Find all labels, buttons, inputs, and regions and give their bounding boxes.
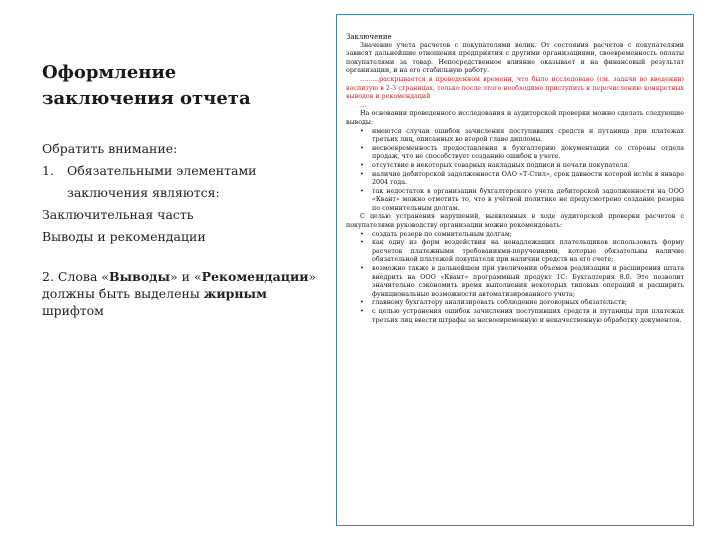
item2-bold-rekomendacii: Рекомендации <box>201 269 309 284</box>
list-item-1-number: 1. <box>42 163 54 178</box>
recommendation-item <box>346 299 684 308</box>
bullet-icon: • <box>360 161 364 169</box>
bullet-icon: • <box>360 144 364 152</box>
recommendation-text: главному бухгалтеру анализировать соблюдение договорных обязательств; <box>372 299 627 307</box>
slide-title <box>42 60 327 112</box>
conclusion-text: отсутствие в некоторых товарных накладных подписи и печати покупателя. <box>372 161 630 169</box>
conclusion-item <box>346 145 684 162</box>
bullet-icon: • <box>360 170 364 178</box>
note-heading: Обратить внимание: <box>42 141 178 156</box>
list-item-1-text-a: Обязательными элементами <box>67 163 257 178</box>
conclusion-item <box>346 162 684 171</box>
conclusion-item <box>346 171 684 188</box>
document-paragraph-3: С целью устранения нарушений, выявленных в ходе аудиторской проверки расчетов с покупателями руководству организации можно рекомендовать: <box>346 213 684 230</box>
recommendation-item <box>346 231 684 240</box>
conclusion-item <box>346 128 684 145</box>
document-heading: Заключение <box>346 33 392 41</box>
conclusion-text: наличие дебиторской задолженности ОАО «Т-Стил», срок давности которой истёк в январе 2004 года. <box>372 170 684 187</box>
item2-bold-zhirnym: жирным <box>203 286 267 301</box>
slide-title-line2: заключения отчета <box>42 88 251 109</box>
required-element-1: Заключительная часть <box>42 207 194 222</box>
item2-prefix: 2. Слова « <box>42 269 110 284</box>
requirements-list <box>42 138 327 248</box>
bullet-icon: • <box>360 127 364 135</box>
conclusion-text: несвоевременность предоставления в бухгалтерию документации со стороны отдела продаж, что не способствует созданию ошибок в учете. <box>372 144 684 161</box>
item2-mid2: » должны быть выделены <box>42 269 317 301</box>
bullet-icon: • <box>360 299 364 307</box>
slide-left-panel <box>42 60 327 319</box>
conclusion-item <box>346 188 684 214</box>
document-paragraph-1: Значение учета расчетов с покупателями велик. От состояния расчетов с покупателями зависят дальнейшие отношения предприятия с другими организациями, своевременность оплаты покупателями за товар. Непосредственное влияние оказывает и на финансовый результат организации, и на его стабильную работу. <box>346 41 684 75</box>
bullet-icon: • <box>360 265 364 273</box>
list-item-2 <box>42 268 327 319</box>
bullet-icon: • <box>360 187 364 195</box>
item2-suffix: шрифтом <box>42 303 104 318</box>
document-ellipsis: … <box>360 101 367 109</box>
list-item-1 <box>42 160 327 182</box>
recommendation-item <box>346 239 684 265</box>
item2-bold-vyvody: Выводы <box>109 269 171 284</box>
document-page <box>336 14 694 526</box>
recommendations-list <box>346 231 684 326</box>
bullet-icon: • <box>360 230 364 238</box>
recommendation-text: как одну из форм воздействия на ненадлежащих плательщиков использовать форму расчетов платежными требованиями-поручениями, которые обязательны наличие обязательной платежей покупателя при наличии средств на его счете; <box>372 239 684 264</box>
document-highlight-red: ………раскрывается в проведенном времени, что было исследовано (см. задачи во введении) воспитую в 2-3 страницах, только после этого необходимо приступить к перечислению конкретных выводов и рекомендаций <box>346 75 684 101</box>
recommendation-item <box>346 308 684 325</box>
bullet-icon: • <box>360 308 364 315</box>
recommendation-item <box>346 265 684 299</box>
slide-title-line1: Оформление <box>42 62 177 83</box>
recommendation-text: с целью устранения ошибок зачисления поступивших средств и путаницы при платежах третьих лиц ввести штрафы за несвоевременную и некачественную обработку документов. <box>372 308 684 324</box>
recommendation-text: создать резерв по сомнительным долгам; <box>372 230 512 238</box>
bullet-icon: • <box>360 239 364 247</box>
document-paragraph-2: На основании проведенного исследования и аудиторской проверки можно сделать следующие выводы: <box>346 110 684 126</box>
conclusion-text: имеются случаи ошибок зачисления поступивших средств и путаница при платежах третьих лиц, описанных во второй главе дипломы. <box>372 127 684 144</box>
conclusion-text: так недостаток в организации бухгалтерского учета дебиторской задолженности на ООО «Квант» можно отметить то, что в учётной политике не предусмотрено создание резерва по сомнительным долгам. <box>372 187 684 212</box>
item2-mid1: » и « <box>170 269 202 284</box>
required-element-2: Выводы и рекомендации <box>42 229 206 244</box>
list-item-1-text-b: заключения являются: <box>67 185 220 200</box>
conclusions-list <box>346 128 684 214</box>
recommendation-text: возможно также в дальнейшем при увеличении объемов реализации и расширения штата внедрить на ООО «Квант» программный продукт 1С: Бухгалтерия 8.0. Это позволит значительно сэкономить время выполнения некоторых типовых операций и расширить функциональные возможности автоматизированного учета; <box>372 265 684 298</box>
